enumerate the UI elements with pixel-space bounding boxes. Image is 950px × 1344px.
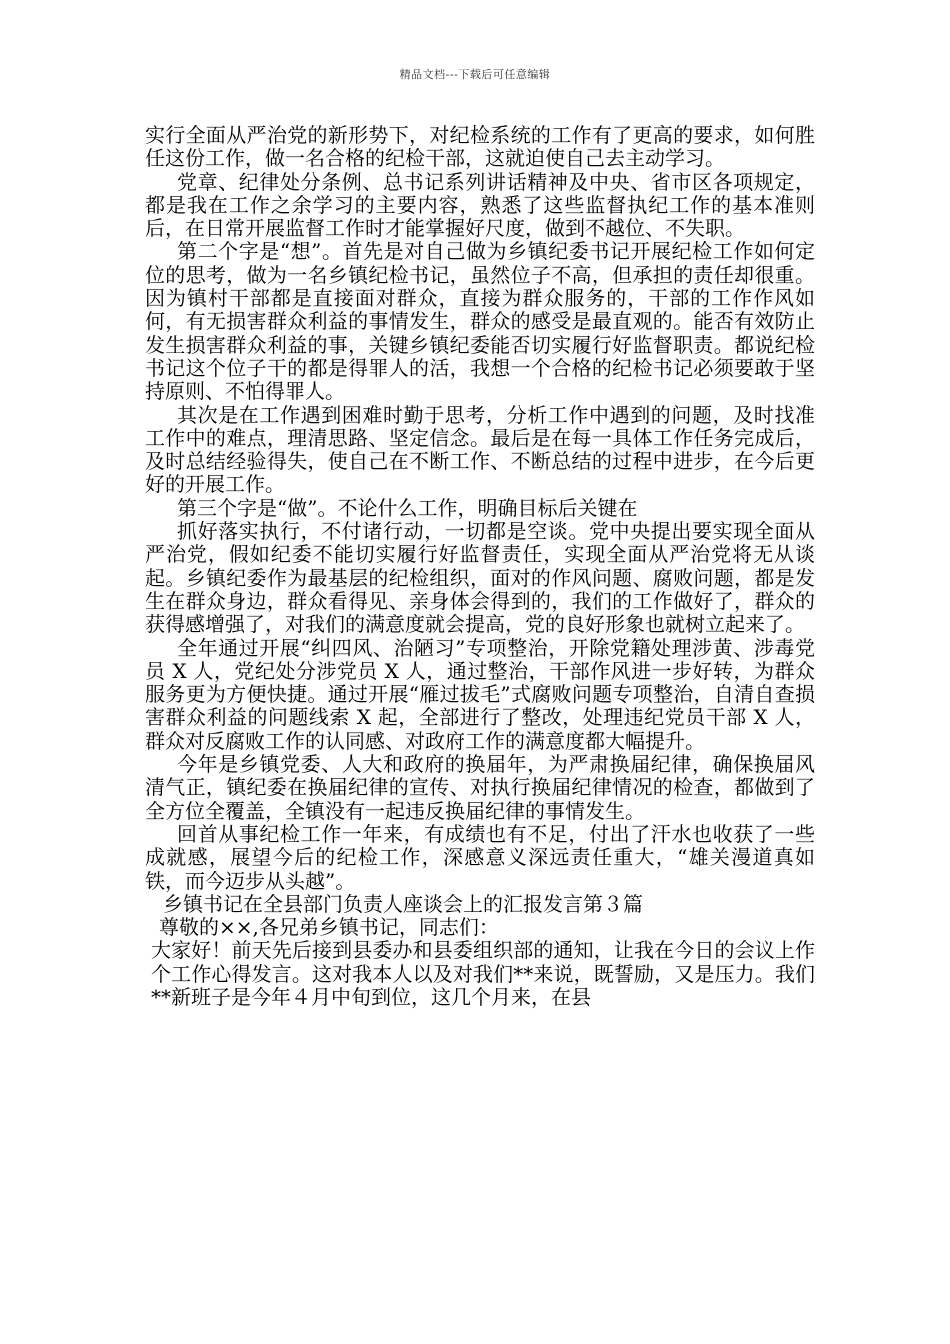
paragraph-7: 全年通过开展“纠四风、治陋习”专项整治，开除党籍处理涉黄、涉毒党员 X 人，党纪处分涉党员 X 人，通过整治，干部作风进一步好转，为群众服务更为方便快捷。通过开展“雁过拔毛”式腐败问题专项整治，自清自查损害群众利益的问题线索 X 起，全部进行了整改，处理违纪党员干部 X 人，群众对反腐败工作的认同感、对政府工作的满意度都大幅提升。 xyxy=(145,635,815,753)
page-header: 精品文档---下载后可任意编辑 xyxy=(399,68,551,81)
document-body xyxy=(145,124,815,1009)
paragraph-4: 其次是在工作遇到困难时勤于思考，分析工作中遇到的问题，及时找准工作中的难点，理清思路、坚定信念。最后是在每一具体工作任务完成后，及时总结经验得失，使自己在不断工作、不断总结的过程中进步，在今后更好的开展工作。 xyxy=(145,402,815,497)
paragraph-1: 实行全面从严治党的新形势下，对纪检系统的工作有了更高的要求，如何胜任这份工作，做一名合格的纪检干部，这就迫使自己去主动学习。 xyxy=(145,123,815,171)
paragraph-9: 回首从事纪检工作一年来，有成绩也有不足，付出了汗水也收获了一些成就感，展望今后的纪检工作，深感意义深远责任重大，“雄关漫道真如铁，而今迈步从头越”。 xyxy=(145,821,815,893)
salutation: 尊敬的××,各兄弟乡镇书记，同志们： xyxy=(159,915,499,940)
opening-paragraph: 大家好！前天先后接到县委办和县委组织部的通知，让我在今日的会议上作个工作心得发言。这对我本人以及对我们**来说，既誓励，又是压力。我们**新班子是今年４月中旬到位，这几个月来，在县 xyxy=(151,938,815,1009)
paragraph-3: 第二个字是“想”。首先是对自己做为乡镇纪委书记开展纪检工作如何定位的思考，做为一名乡镇纪检书记，虽然位子不高，但承担的责任却很重。因为镇村干部都是直接面对群众，直接为群众服务的，干部的工作作风如何，有无损害群众利益的事情发生，群众的感受是最直观的。能否有效防止发生损害群众利益的事，关键乡镇纪委能否切实履行好监督职责。都说纪检书记这个位子干的都是得罪人的活，我想一个合格的纪检书记必须要敢于坚持原则、不怕得罪人。 xyxy=(145,239,815,404)
paragraph-5: 第三个字是“做”。不论什么工作，明确目标后关键在 xyxy=(177,495,638,520)
paragraph-6: 抓好落实执行，不付诸行动，一切都是空谈。党中央提出要实现全面从严治党，假如纪委不能切实履行好监督责任，实现全面从严治党将无从谈起。乡镇纪委作为最基层的纪检组织，面对的作风问题、腐败问题，都是发生在群众身边，群众看得见、亲身体会得到的，我们的工作做好了，群众的获得感增强了，对我们的满意度就会提高，党的良好形象也就树立起来了。 xyxy=(145,519,815,637)
speech-title: 乡镇书记在全县部门负责人座谈会上的汇报发言第３篇 xyxy=(163,891,643,916)
paragraph-8: 今年是乡镇党委、人大和政府的换届年，为严肃换届纪律，确保换届风清气正，镇纪委在换届纪律的宣传、对执行换届纪律情况的检查，都做到了全方位全覆盖，全镇没有一起违反换届纪律的事情发生。 xyxy=(145,752,815,823)
paragraph-2: 党章、纪律处分条例、总书记系列讲话精神及中央、省市区各项规定，都是我在工作之余学习的主要内容，熟悉了这些监督执纪工作的基本准则后，在日常开展监督工作时才能掌握好尺度，做到不越位、不失职。 xyxy=(145,169,815,241)
